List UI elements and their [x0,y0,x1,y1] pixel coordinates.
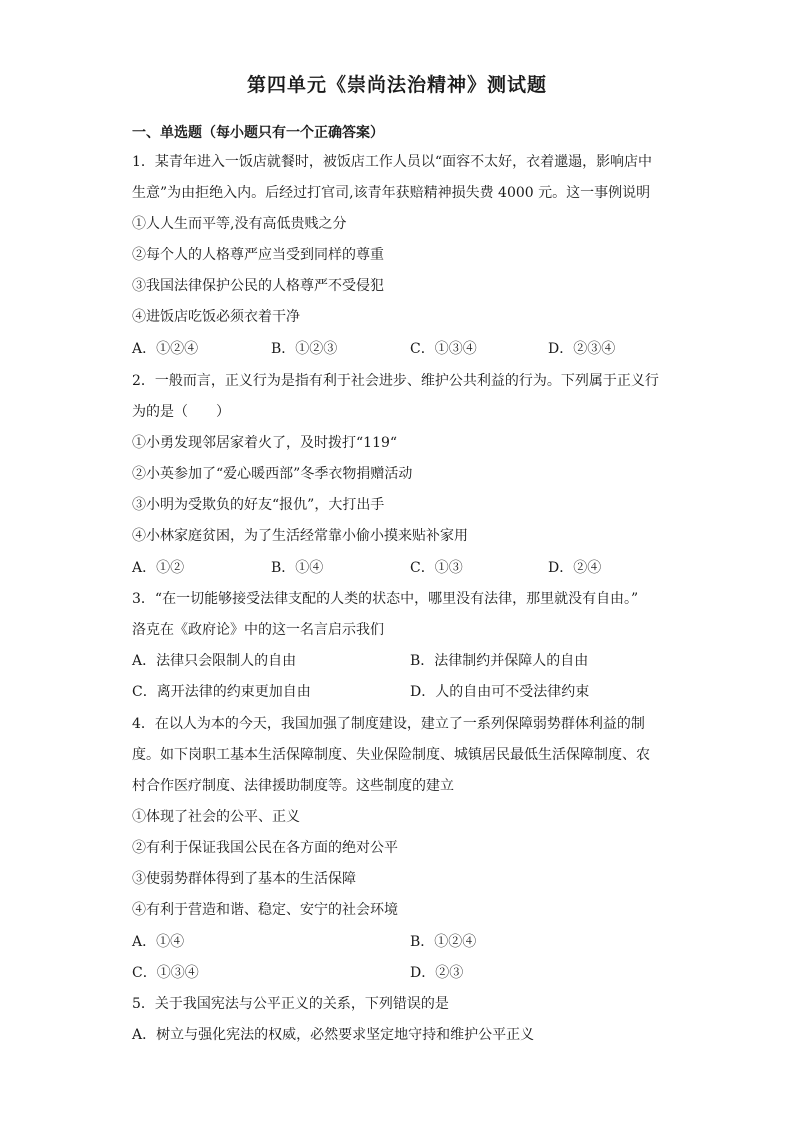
q4-item: ①体现了社会的公平、正义 [132,809,300,825]
q1-item: ④进饭店吃饭必须衣着干净 [132,309,300,325]
q2-stem-line: 为的是（ ） [132,404,230,420]
q4-option-a: A．①④ [132,934,185,950]
q1-item: ③我国法律保护公民的人格尊严不受侵犯 [132,278,384,294]
q1-stem-line: 生意”为由拒绝入内。后经过打官司,该青年获赔精神损失费 4000 元。这一事例说明 [132,185,651,201]
q3-option-b: B．法律制约并保障人的自由 [410,653,589,669]
q2-option-b: B．①④ [271,560,324,576]
q3-option-c: C．离开法律的约束更加自由 [132,684,311,700]
section-heading: 一、单选题（每小题只有一个正确答案） [132,125,384,141]
q1-option-b: B．①②③ [271,341,338,357]
q2-item: ①小勇发现邻居家着火了，及时拨打“119“ [132,435,398,451]
page-title: 第四单元《崇尚法治精神》测试题 [246,74,547,96]
q2-stem-line: 2．一般而言，正义行为是指有利于社会进步、维护公共利益的行为。下列属于正义行 [132,373,659,389]
q4-option-b: B．①②④ [410,934,477,950]
q3-option-d: D．人的自由可不受法律约束 [410,684,590,700]
q4-stem-line: 4．在以人为本的今天，我国加强了制度建设，建立了一系列保障弱势群体利益的制 [132,716,645,732]
q4-item: ③使弱势群体得到了基本的生活保障 [132,871,356,887]
q4-option-c: C．①③④ [132,965,199,981]
q1-item: ①人人生而平等,没有高低贵贱之分 [132,216,347,232]
q4-stem-line: 村合作医疗制度、法律援助制度等。这些制度的建立 [132,778,454,794]
q2-option-d: D．②④ [548,560,602,576]
q4-item: ②有利于保证我国公民在各方面的绝对公平 [132,840,398,856]
q5-stem-line: 5．关于我国宪法与公平正义的关系，下列错误的是 [132,996,449,1012]
q2-item: ②小英参加了“爱心暖西部”冬季衣物捐赠活动 [132,466,413,482]
q1-item: ②每个人的人格尊严应当受到同样的尊重 [132,247,384,263]
q4-item: ④有利于营造和谐、稳定、安宁的社会环境 [132,902,398,918]
q3-option-a: A．法律只会限制人的自由 [132,653,297,669]
q1-stem-line: 1．某青年进入一饭店就餐时，被饭店工作人员以“面容不太好，衣着邋遢，影响店中 [132,154,653,170]
q2-option-a: A．①② [132,560,185,576]
q4-stem-line: 度。如下岗职工基本生活保障制度、失业保险制度、城镇居民最低生活保障制度、农 [132,747,650,763]
q1-option-d: D．②③④ [548,341,616,357]
q4-option-d: D．②③ [410,965,464,981]
q2-option-c: C．①③ [410,560,463,576]
q3-stem-line: 3．“在一切能够接受法律支配的人类的状态中，哪里没有法律，那里就没有自由。” [132,591,639,607]
q5-option-a: A．树立与强化宪法的权威，必然要求坚定地守持和维护公平正义 [132,1027,535,1043]
q1-option-a: A．①②④ [132,341,199,357]
q2-item: ③小明为受欺负的好友“报仇”，大打出手 [132,497,385,513]
q3-stem-line: 洛克在《政府论》中的这一名言启示我们 [132,622,384,638]
q1-option-c: C．①③④ [410,341,477,357]
q2-item: ④小林家庭贫困，为了生活经常靠小偷小摸来贴补家用 [132,528,468,544]
